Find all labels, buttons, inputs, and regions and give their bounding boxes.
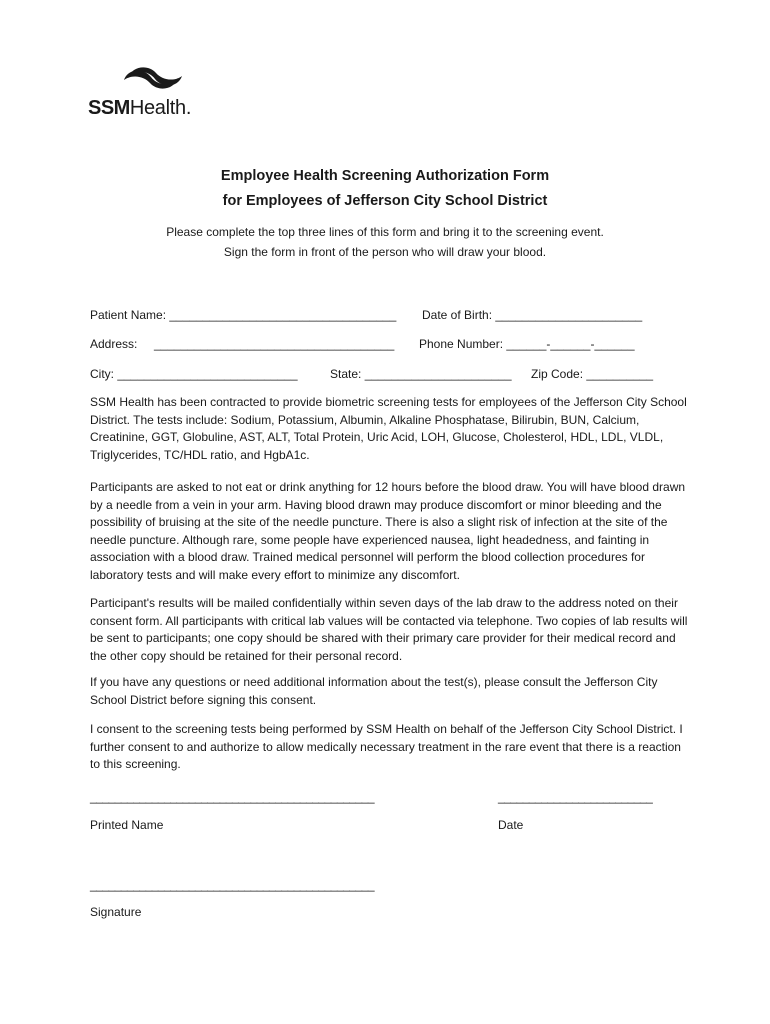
signature-label: Signature — [90, 905, 142, 919]
intro-line-1: Please complete the top three lines of this form and bring it to the screening event. — [166, 225, 604, 239]
logo-light-text: Health — [129, 97, 186, 119]
tests-paragraph: SSM Health has been contracted to provide biometric screening tests for employees of the Jefferson City School District. The tests include: Sodium, Potassium, Albumin, Alkaline Phosphatase, Bilirubin, BUN, Calcium, Creatinine, GGT, Globuline, AST, ALT, Total Protein, Uric Acid, LOH, Glucose, Cholesterol, HDL, LDL, VLDL, Triglycerides, TC/HDL ratio, and HgbA1c. — [90, 395, 687, 462]
logo-mark: . — [185, 97, 192, 119]
logo-bold-text: SSM — [88, 97, 130, 119]
questions-paragraph: If you have any questions or need additional information about the test(s), please consult the Jefferson City School District before signing this consent. — [90, 675, 658, 707]
address-field[interactable]: ____________________________________ — [154, 337, 395, 351]
signature-line[interactable]: ______________________________________________ — [90, 878, 374, 892]
intro-line-2: Sign the form in front of the person who will draw your blood. — [223, 245, 547, 259]
address-label: Address: — [90, 337, 138, 351]
ssm-health-swirl-icon — [118, 64, 188, 94]
date-line[interactable]: _________________________ — [498, 790, 653, 804]
state-field[interactable]: State: ______________________ — [330, 367, 512, 381]
phone-number-field[interactable]: Phone Number: ______-______-______ — [419, 337, 635, 351]
form-title-line-1: Employee Health Screening Authorization Form — [220, 168, 550, 184]
printed-name-line[interactable]: ______________________________________________ — [90, 790, 374, 804]
blood-draw-paragraph: Participants are asked to not eat or drink anything for 12 hours before the blood draw. You will have blood drawn by a needle from a vein in your arm. Having blood drawn may produce discomfort or minor bleeding and the possibility of bruising at the site of the needle puncture. There is also a slight risk of infection at the site of the needle puncture. Although rare, some people have experienced nausea, light headedness, and fainting in association with a blood draw. Trained medical personnel will perform the blood collection procedures for laboratory tests and will make every effort to minimize any discomfort. — [90, 480, 686, 582]
date-label: Date — [498, 818, 524, 832]
patient-name-field[interactable]: Patient Name: __________________________________ — [90, 308, 397, 322]
form-title-line-2: for Employees of Jefferson City School District — [222, 193, 548, 209]
date-of-birth-field[interactable]: Date of Birth: ______________________ — [422, 308, 643, 322]
logo-wordmark — [88, 97, 191, 120]
city-field[interactable]: City: ___________________________ — [90, 367, 298, 381]
results-paragraph: Participant's results will be mailed confidentially within seven days of the lab draw to the address noted on their consent form. All participants with critical lab values will be contacted via telephone. Two copies of lab results will be sent to participants; one copy should be shared with their primary care provider for their medical record and the other copy should be retained for their personal record. — [90, 596, 688, 663]
ssm-health-logo — [88, 64, 228, 122]
printed-name-label: Printed Name — [90, 818, 164, 832]
zip-code-field[interactable]: Zip Code: __________ — [531, 367, 654, 381]
consent-paragraph: I consent to the screening tests being performed by SSM Health on behalf of the Jefferson City School District. I further consent to and authorize to allow medically necessary treatment in the rare event that there is a reaction to this screening. — [90, 722, 683, 771]
